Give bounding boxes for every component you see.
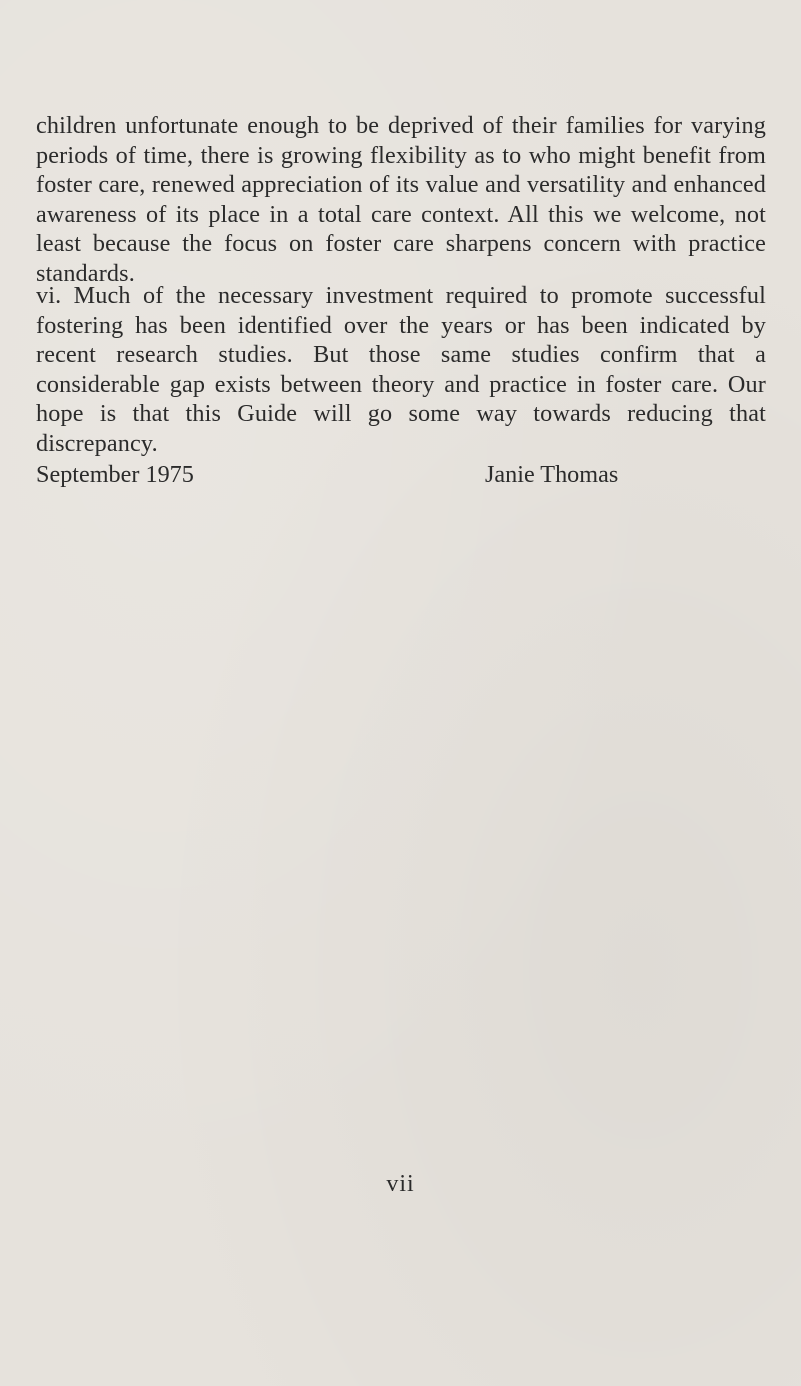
page-number: vii [386, 1171, 415, 1197]
body-paragraph-vi: vi. Much of the necessary investment required to promote successful fostering has been identified over the years or has been indicated by recent research studies. But those same studies confirm that a considerable gap exists between theory and practice in foster care. Our hope is that this Guide will go some way towards reducing that discrepancy. [36, 282, 766, 457]
signature-date: September 1975 [36, 461, 194, 488]
signature-block [36, 460, 766, 490]
signature-name: Janie Thomas [485, 461, 619, 488]
body-paragraph: children unfortunate enough to be deprived of their families for varying periods of time, there is growing flexibility as to who might benefit from foster care, renewed appreciation of its value and versatility and enhanced awareness of its place in a total care context. All this we welcome, not least because the focus on foster care sharpens concern with practice standards. [36, 112, 766, 287]
